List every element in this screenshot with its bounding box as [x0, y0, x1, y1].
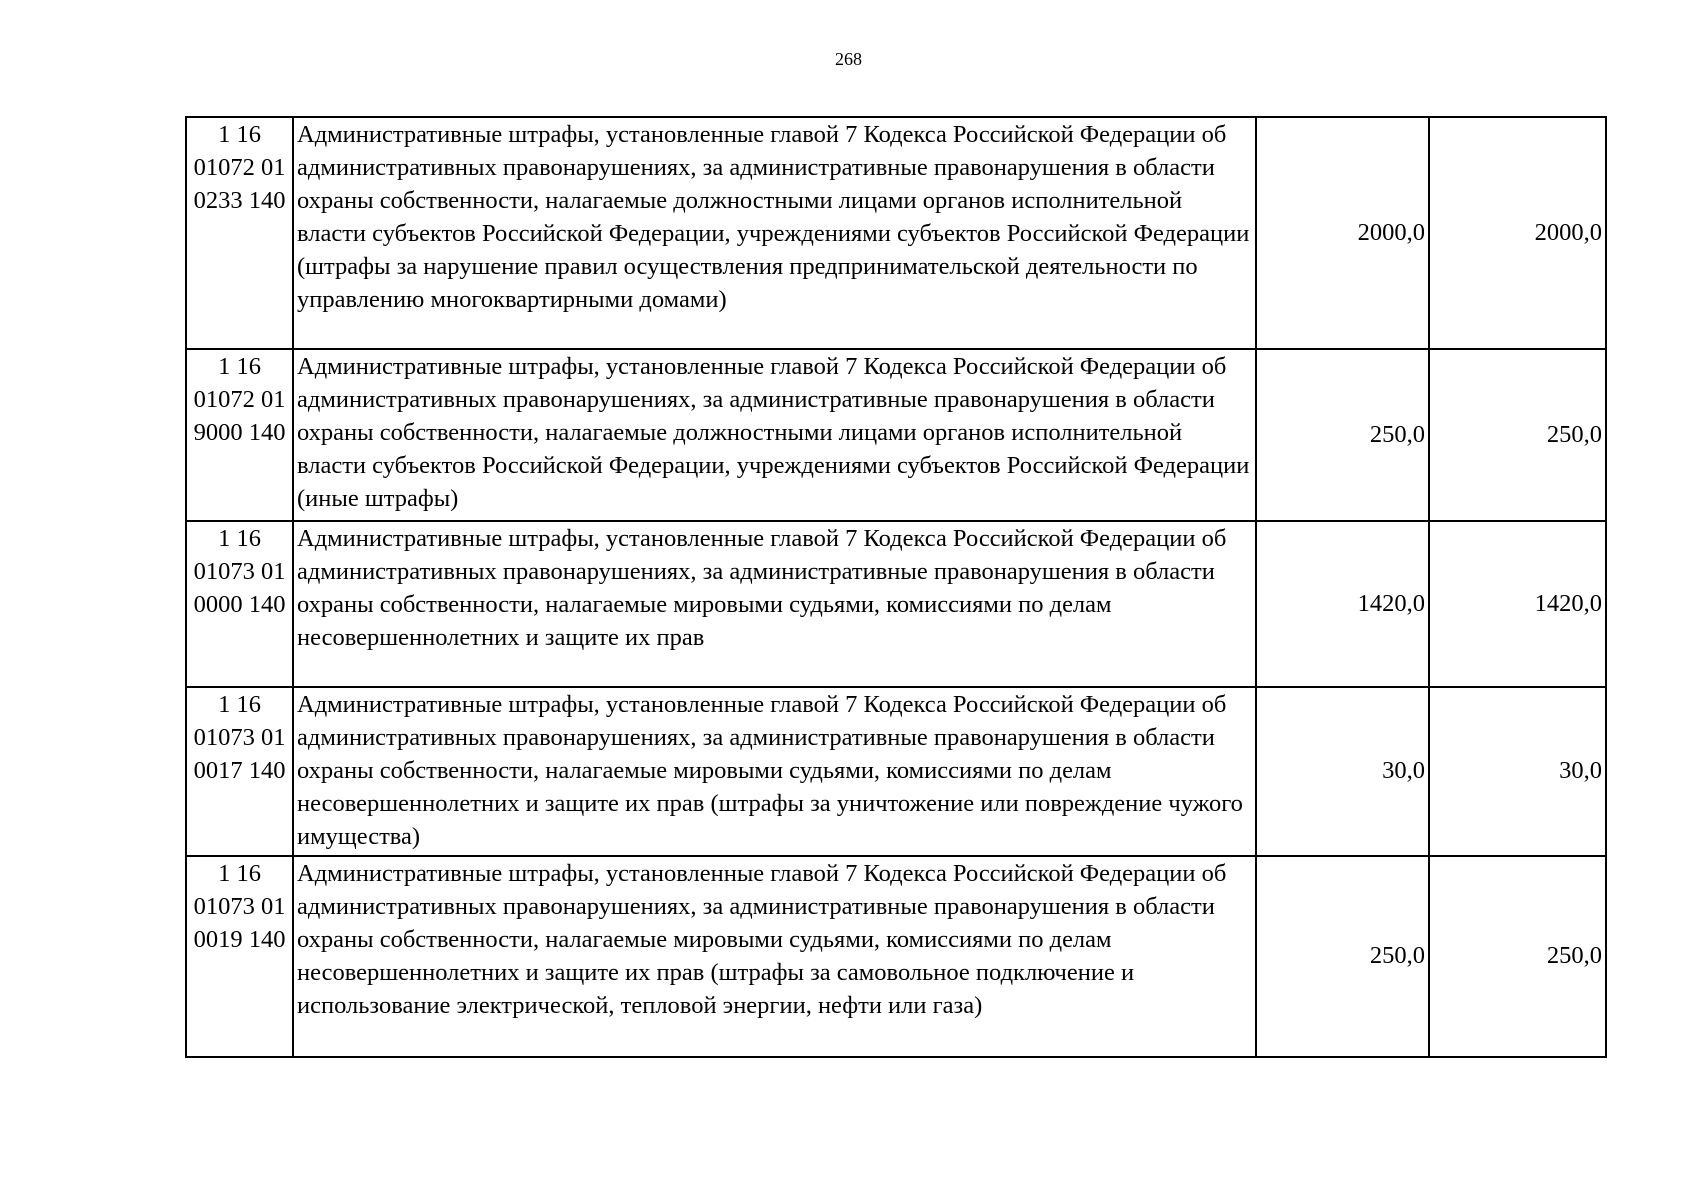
amount-column-2: 250,0 — [1429, 856, 1606, 1057]
table-row — [186, 117, 1606, 349]
budget-code: 1 16 01072 01 0233 140 — [186, 117, 293, 349]
table-row — [186, 856, 1606, 1057]
amount-column-1: 30,0 — [1256, 687, 1429, 856]
budget-table — [185, 116, 1607, 1058]
budget-code: 1 16 01073 01 0019 140 — [186, 856, 293, 1057]
amount-column-1: 1420,0 — [1256, 521, 1429, 687]
amount-column-1: 250,0 — [1256, 349, 1429, 521]
amount-column-2: 30,0 — [1429, 687, 1606, 856]
amount-column-1: 2000,0 — [1256, 117, 1429, 349]
revenue-description: Административные штрафы, установленные главой 7 Кодекса Российской Федерации об административных правонарушениях, за административные правонарушения в области охраны собственности, налагаемые должностными лицами органов исполнительной власти субъектов Российской Федерации, учреждениями субъектов Российской Федерации (штрафы за нарушение правил осуществления предпринимательской деятельности по управлению многоквартирными домами) — [293, 117, 1256, 349]
table-row — [186, 687, 1606, 856]
budget-code: 1 16 01072 01 9000 140 — [186, 349, 293, 521]
amount-column-1: 250,0 — [1256, 856, 1429, 1057]
budget-code: 1 16 01073 01 0000 140 — [186, 521, 293, 687]
table-row — [186, 521, 1606, 687]
amount-column-2: 2000,0 — [1429, 117, 1606, 349]
amount-column-2: 1420,0 — [1429, 521, 1606, 687]
amount-column-2: 250,0 — [1429, 349, 1606, 521]
revenue-description: Административные штрафы, установленные главой 7 Кодекса Российской Федерации об административных правонарушениях, за административные правонарушения в области охраны собственности, налагаемые мировыми судьями, комиссиями по делам несовершеннолетних и защите их прав — [293, 521, 1256, 687]
revenue-description: Административные штрафы, установленные главой 7 Кодекса Российской Федерации об административных правонарушениях, за административные правонарушения в области охраны собственности, налагаемые должностными лицами органов исполнительной власти субъектов Российской Федерации, учреждениями субъектов Российской Федерации (иные штрафы) — [293, 349, 1256, 521]
page-number: 268 — [835, 49, 862, 69]
table-row — [186, 349, 1606, 521]
revenue-description: Административные штрафы, установленные главой 7 Кодекса Российской Федерации об административных правонарушениях, за административные правонарушения в области охраны собственности, налагаемые мировыми судьями, комиссиями по делам несовершеннолетних и защите их прав (штрафы за уничтожение или повреждение чужого имущества) — [293, 687, 1256, 856]
budget-code: 1 16 01073 01 0017 140 — [186, 687, 293, 856]
revenue-description: Административные штрафы, установленные главой 7 Кодекса Российской Федерации об административных правонарушениях, за административные правонарушения в области охраны собственности, налагаемые мировыми судьями, комиссиями по делам несовершеннолетних и защите их прав (штрафы за самовольное подключение и использование электрической, тепловой энергии, нефти или газа) — [293, 856, 1256, 1057]
